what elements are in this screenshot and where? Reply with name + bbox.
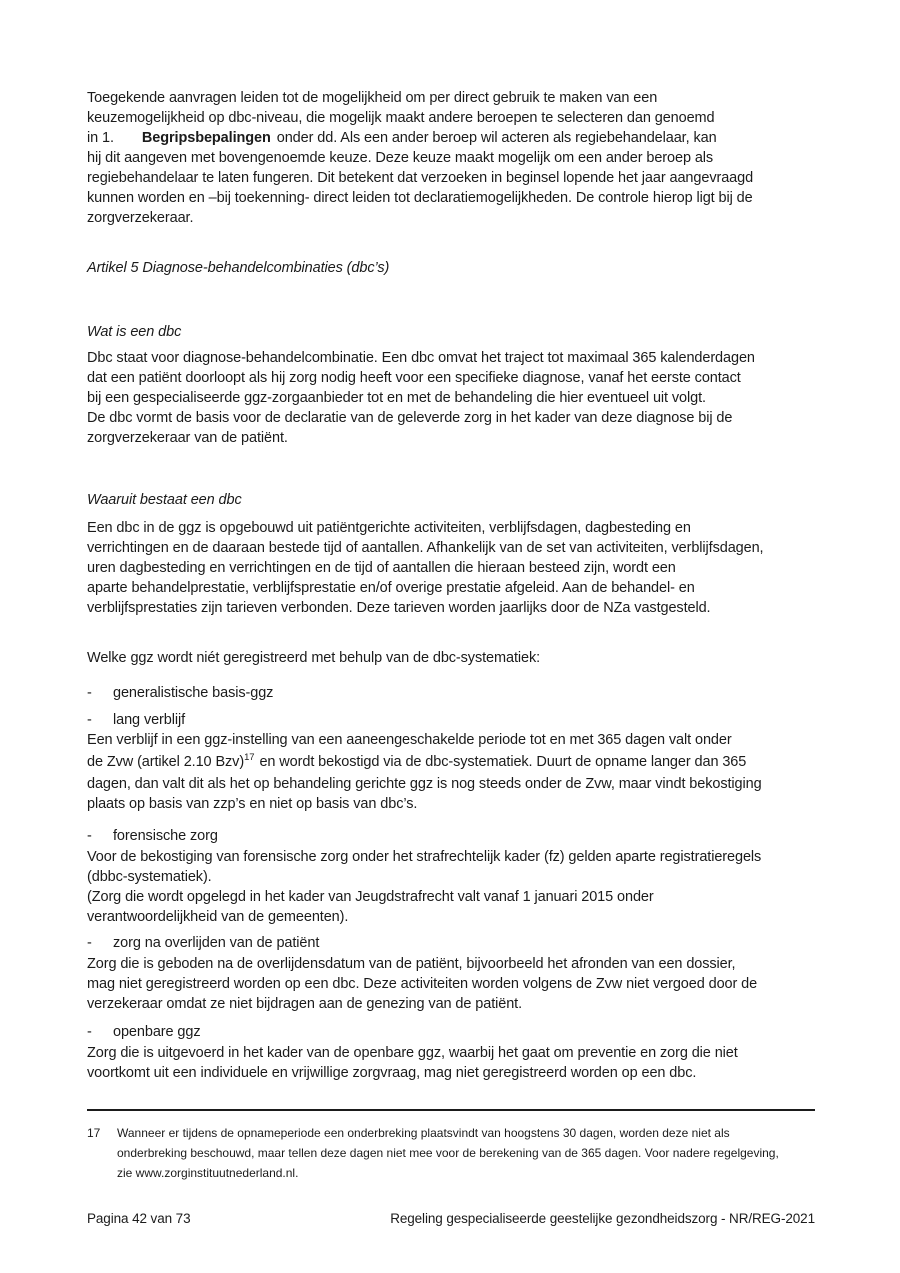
- list-item-label: forensische zorg: [113, 828, 218, 844]
- text-segment: de Zvw (artikel 2.10 Bzv): [87, 754, 245, 770]
- text-line: Zorg die is geboden na de overlijdensdatum van de patiënt, bijvoorbeeld het afronden van een dossier,: [87, 956, 736, 972]
- text-line: verzekeraar omdat ze niet bijdragen aan de genezing van de patiënt.: [87, 996, 523, 1012]
- page-number: Pagina 42 van 73: [87, 1211, 191, 1226]
- footnote-17: [87, 1123, 827, 1183]
- bullet-dash: -: [87, 828, 92, 844]
- article-5-heading: Artikel 5 Diagnose-behandelcombinaties (dbc’s): [87, 260, 390, 276]
- subheading-wat-is-een-dbc: Wat is een dbc: [87, 324, 182, 340]
- text-line: voortkomt uit een individuele en vrijwillige zorgvraag, mag niet geregistreerd worden op een dbc.: [87, 1065, 697, 1081]
- text-line: onderbreking beschouwd, maar tellen deze dagen niet mee voor de berekening van de 365 dagen. Voor nadere regelgeving,: [117, 1146, 779, 1160]
- paragraph-dbc-composition: [87, 518, 827, 618]
- list-item-forensische-zorg: [87, 826, 827, 846]
- bullet-dash: -: [87, 1024, 92, 1040]
- list-item-label: openbare ggz: [113, 1024, 201, 1040]
- text-line: bij een gespecialiseerde ggz-zorgaanbieder tot en met de behandeling die hier eventueel uit volgt.: [87, 390, 706, 406]
- text-segment: en wordt bekostigd via de dbc-systematiek. Duurt de opname langer dan 365: [259, 754, 747, 770]
- text-segment: in 1.: [87, 130, 114, 146]
- text-line: zie www.zorginstituutnederland.nl.: [117, 1166, 299, 1180]
- bullet-dash: -: [87, 712, 92, 728]
- paragraph-zorg-na-overlijden: [87, 954, 827, 1014]
- text-line: aparte behandelprestatie, verblijfsprestatie en/of overige prestatie afgeleid. Aan de behandel- en: [87, 580, 695, 596]
- welke-ggz-lead-line: [87, 648, 827, 668]
- text-line: regiebehandelaar te laten fungeren. Dit betekent dat verzoeken in beginsel lopende het jaar aangevraagd: [87, 170, 754, 186]
- document-title-footer: Regeling gespecialiseerde geestelijke gezondheidszorg - NR/REG-2021: [390, 1211, 815, 1226]
- bullet-dash: -: [87, 935, 92, 951]
- footnote-number: 17: [87, 1126, 101, 1140]
- text-line: Welke ggz wordt niét geregistreerd met behulp van de dbc-systematiek:: [87, 650, 541, 666]
- text-line: De dbc vormt de basis voor de declaratie van de geleverde zorg in het kader van deze diagnose bij de: [87, 410, 733, 426]
- text-line: (Zorg die wordt opgelegd in het kader van Jeugdstrafrecht valt vanaf 1 januari 2015 onder: [87, 889, 654, 905]
- paragraph-forensische-zorg: [87, 847, 827, 927]
- list-item-label: generalistische basis-ggz: [113, 685, 274, 701]
- paragraph-dbc-definition: [87, 348, 827, 448]
- list-item-zorg-na-overlijden: [87, 933, 827, 953]
- text-line: keuzemogelijkheid op dbc-niveau, die mogelijk maakt andere beroepen te selecteren dan genoemd: [87, 110, 715, 126]
- text-line: Dbc staat voor diagnose-behandelcombinatie. Een dbc omvat het traject tot maximaal 365 kalenderdagen: [87, 350, 755, 366]
- text-line: [87, 750, 827, 774]
- text-line: (dbbc-systematiek).: [87, 869, 212, 885]
- text-line: hij dit aangeven met bovengenoemde keuze. Deze keuze maakt mogelijk om een ander beroep als: [87, 150, 714, 166]
- bullet-dash: -: [87, 685, 92, 701]
- text-line: verantwoordelijkheid van de gemeenten).: [87, 909, 349, 925]
- text-line: verrichtingen en de daaraan bestede tijd of aantallen. Afhankelijk van de set van activiteiten, verblijfsdagen,: [87, 540, 764, 556]
- text-line: Een dbc in de ggz is opgebouwd uit patiëntgerichte activiteiten, verblijfsdagen, dagbesteding en: [87, 520, 691, 536]
- footnote-separator-rule: [87, 1109, 815, 1111]
- text-line: verblijfsprestaties zijn tarieven verbonden. Deze tarieven worden jaarlijks door de NZa vastgesteld.: [87, 600, 711, 616]
- begripsbepalingen-bold-text: Begripsbepalingen: [141, 130, 271, 146]
- paragraph-lang-verblijf: [87, 730, 827, 814]
- text-line: zorgverzekeraar.: [87, 210, 194, 226]
- list-item-label: lang verblijf: [113, 712, 186, 728]
- footnote-ref-17: 17: [244, 752, 255, 764]
- text-line: dat een patiënt doorloopt als hij zorg nodig heeft voor een specifieke diagnose, vanaf het eerste contact: [87, 370, 741, 386]
- page-footer: [87, 1211, 815, 1226]
- text-line: Een verblijf in een ggz-instelling van een aaneengeschakelde periode tot en met 365 dagen valt onder: [87, 732, 732, 748]
- text-line: Wanneer er tijdens de opnameperiode een onderbreking plaatsvindt van hoogstens 30 dagen, worden deze niet als: [117, 1126, 730, 1140]
- text-line: [87, 128, 827, 148]
- list-item-generalistische-basis-ggz: [87, 683, 827, 703]
- list-item-openbare-ggz: [87, 1022, 827, 1042]
- text-line: uren dagbesteding en verrichtingen en de tijd of aantallen die hieraan besteed zijn, wordt een: [87, 560, 676, 576]
- text-line: plaats op basis van zzp’s en niet op basis van dbc’s.: [87, 796, 418, 812]
- text-line: dagen, dan valt dit als het op behandeling gerichte ggz is nog steeds onder de Zvw, maar vindt bekostiging: [87, 776, 762, 792]
- footnote-text: [117, 1123, 779, 1183]
- paragraph-openbare-ggz: [87, 1043, 827, 1083]
- text-line: Toegekende aanvragen leiden tot de mogelijkheid om per direct gebruik te maken van een: [87, 90, 658, 106]
- list-item-label: zorg na overlijden van de patiënt: [113, 935, 320, 951]
- page-content: [87, 88, 827, 1183]
- text-line: zorgverzekeraar van de patiënt.: [87, 430, 288, 446]
- subheading-waaruit-bestaat-een-dbc: Waaruit bestaat een dbc: [87, 492, 242, 508]
- text-line: kunnen worden en –bij toekenning- direct leiden tot declaratiemogelijkheden. De controle hierop ligt bij de: [87, 190, 753, 206]
- intro-paragraph: [87, 88, 827, 228]
- text-line: Voor de bekostiging van forensische zorg onder het strafrechtelijk kader (fz) gelden aparte registratieregels: [87, 849, 762, 865]
- text-segment: onder dd. Als een ander beroep wil acteren als regiebehandelaar, kan: [276, 130, 717, 146]
- text-line: Zorg die is uitgevoerd in het kader van de openbare ggz, waarbij het gaat om preventie en zorg die niet: [87, 1045, 738, 1061]
- list-item-lang-verblijf: [87, 710, 827, 730]
- text-line: mag niet geregistreerd worden op een dbc. Deze activiteiten worden volgens de Zvw niet vergoed door de: [87, 976, 758, 992]
